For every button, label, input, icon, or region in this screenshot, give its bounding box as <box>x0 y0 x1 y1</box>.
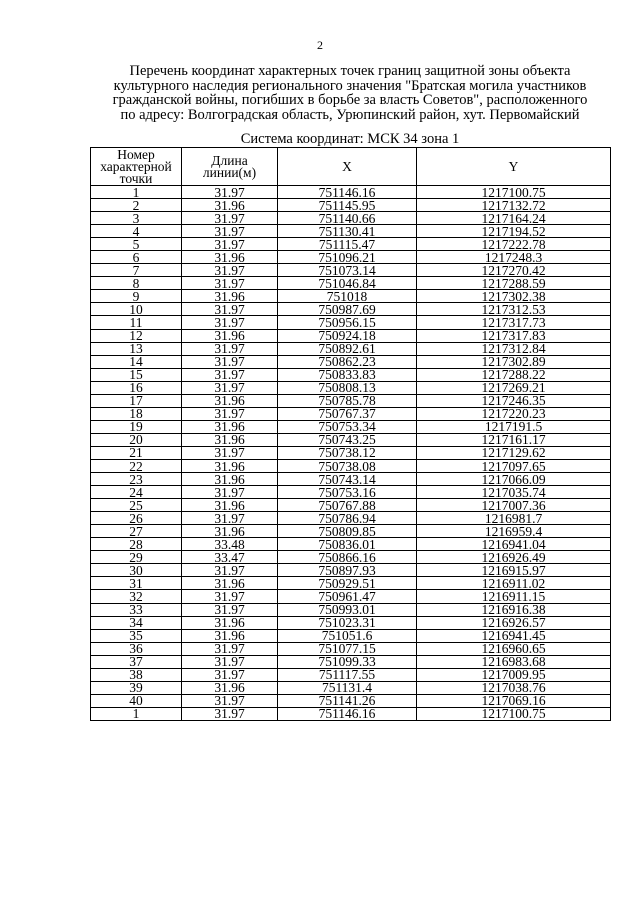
cell-y: 1217302.38 <box>417 290 611 303</box>
cell-line-length: 31.97 <box>182 668 278 681</box>
cell-x: 750866.16 <box>278 551 417 564</box>
cell-y: 1217246.35 <box>417 394 611 407</box>
cell-point-number: 20 <box>91 433 182 446</box>
cell-line-length: 31.96 <box>182 473 278 486</box>
cell-point-number: 39 <box>91 681 182 694</box>
cell-line-length: 31.97 <box>182 342 278 355</box>
cell-line-length: 31.97 <box>182 381 278 394</box>
header-line-length: Длина линии(м) <box>182 148 278 186</box>
table-row <box>91 238 611 251</box>
table-header-row <box>91 148 611 186</box>
cell-point-number: 14 <box>91 355 182 368</box>
cell-point-number: 31 <box>91 577 182 590</box>
cell-point-number: 9 <box>91 290 182 303</box>
cell-y: 1216983.68 <box>417 655 611 668</box>
cell-y: 1217164.24 <box>417 212 611 225</box>
title-line: культурного наследия регионального значения "Братская могила участников <box>113 77 587 94</box>
cell-x: 751145.95 <box>278 199 417 212</box>
cell-line-length: 31.97 <box>182 603 278 616</box>
cell-point-number: 5 <box>91 238 182 251</box>
table-row <box>91 433 611 446</box>
cell-point-number: 3 <box>91 212 182 225</box>
cell-line-length: 31.97 <box>182 264 278 277</box>
cell-line-length: 31.97 <box>182 407 278 420</box>
table-row <box>91 381 611 394</box>
cell-y: 1217007.36 <box>417 499 611 512</box>
table-row <box>91 551 611 564</box>
cell-y: 1217100.75 <box>417 707 611 720</box>
cell-x: 751140.66 <box>278 212 417 225</box>
cell-y: 1216911.02 <box>417 577 611 590</box>
cell-x: 751117.55 <box>278 668 417 681</box>
table-row <box>91 681 611 694</box>
cell-y: 1216926.57 <box>417 616 611 629</box>
cell-line-length: 31.97 <box>182 446 278 459</box>
cell-y: 1216941.45 <box>417 629 611 642</box>
cell-x: 750809.85 <box>278 525 417 538</box>
cell-y: 1217194.52 <box>417 225 611 238</box>
cell-line-length: 31.96 <box>182 199 278 212</box>
cell-x: 750743.25 <box>278 433 417 446</box>
table-row <box>91 303 611 316</box>
cell-x: 750929.51 <box>278 577 417 590</box>
cell-line-length: 33.47 <box>182 551 278 564</box>
table-row <box>91 499 611 512</box>
cell-point-number: 35 <box>91 629 182 642</box>
cell-point-number: 30 <box>91 564 182 577</box>
table-row <box>91 564 611 577</box>
cell-y: 1216941.04 <box>417 538 611 551</box>
table-row <box>91 199 611 212</box>
cell-y: 1217038.76 <box>417 681 611 694</box>
cell-point-number: 40 <box>91 694 182 707</box>
table-caption: Система координат: МСК 34 зона 1 <box>240 131 460 147</box>
cell-y: 1217288.59 <box>417 277 611 290</box>
cell-line-length: 31.96 <box>182 251 278 264</box>
cell-line-length: 31.97 <box>182 694 278 707</box>
cell-x: 750956.15 <box>278 316 417 329</box>
cell-x: 750767.88 <box>278 499 417 512</box>
table-row <box>91 316 611 329</box>
table-row <box>91 329 611 342</box>
cell-point-number: 25 <box>91 499 182 512</box>
cell-y: 1217222.78 <box>417 238 611 251</box>
cell-point-number: 4 <box>91 225 182 238</box>
cell-y: 1217317.73 <box>417 316 611 329</box>
cell-y: 1216926.49 <box>417 551 611 564</box>
table-row <box>91 394 611 407</box>
cell-point-number: 13 <box>91 342 182 355</box>
cell-y: 1217069.16 <box>417 694 611 707</box>
cell-y: 1217312.53 <box>417 303 611 316</box>
table-row <box>91 277 611 290</box>
cell-line-length: 31.96 <box>182 525 278 538</box>
cell-x: 751141.26 <box>278 694 417 707</box>
cell-y: 1216911.15 <box>417 590 611 603</box>
cell-x: 751146.16 <box>278 186 417 199</box>
cell-y: 1216960.65 <box>417 642 611 655</box>
cell-line-length: 31.97 <box>182 238 278 251</box>
cell-y: 1217191.5 <box>417 420 611 433</box>
cell-x: 751051.6 <box>278 629 417 642</box>
table-row <box>91 212 611 225</box>
cell-x: 750753.16 <box>278 486 417 499</box>
cell-y: 1216959.4 <box>417 525 611 538</box>
cell-point-number: 24 <box>91 486 182 499</box>
cell-x: 751018 <box>278 290 417 303</box>
cell-point-number: 19 <box>91 420 182 433</box>
cell-x: 750892.61 <box>278 342 417 355</box>
table-row <box>91 655 611 668</box>
table-row <box>91 486 611 499</box>
cell-line-length: 31.96 <box>182 577 278 590</box>
cell-line-length: 31.96 <box>182 499 278 512</box>
cell-y: 1217288.22 <box>417 368 611 381</box>
cell-y: 1216915.97 <box>417 564 611 577</box>
table-row <box>91 368 611 381</box>
cell-line-length: 33.48 <box>182 538 278 551</box>
cell-line-length: 31.97 <box>182 642 278 655</box>
cell-y: 1217161.17 <box>417 433 611 446</box>
table-row <box>91 264 611 277</box>
cell-y: 1217132.72 <box>417 199 611 212</box>
cell-x: 750833.83 <box>278 368 417 381</box>
cell-x: 751073.14 <box>278 264 417 277</box>
cell-line-length: 31.97 <box>182 564 278 577</box>
cell-line-length: 31.97 <box>182 590 278 603</box>
cell-x: 750862.23 <box>278 355 417 368</box>
cell-point-number: 1 <box>91 186 182 199</box>
cell-y: 1217302.89 <box>417 355 611 368</box>
table-row <box>91 186 611 199</box>
cell-line-length: 31.97 <box>182 512 278 525</box>
cell-y: 1217066.09 <box>417 473 611 486</box>
table-row <box>91 616 611 629</box>
cell-y: 1217100.75 <box>417 186 611 199</box>
table-row <box>91 707 611 720</box>
cell-x: 750786.94 <box>278 512 417 525</box>
cell-line-length: 31.97 <box>182 225 278 238</box>
table-row <box>91 668 611 681</box>
cell-point-number: 11 <box>91 316 182 329</box>
cell-x: 750924.18 <box>278 329 417 342</box>
table-row <box>91 694 611 707</box>
cell-y: 1216916.38 <box>417 603 611 616</box>
table-row <box>91 290 611 303</box>
cell-line-length: 31.96 <box>182 394 278 407</box>
cell-point-number: 6 <box>91 251 182 264</box>
cell-x: 750987.69 <box>278 303 417 316</box>
table-row <box>91 603 611 616</box>
table-row <box>91 525 611 538</box>
table-row <box>91 642 611 655</box>
cell-y: 1217009.95 <box>417 668 611 681</box>
cell-x: 751099.33 <box>278 655 417 668</box>
cell-point-number: 36 <box>91 642 182 655</box>
cell-line-length: 31.97 <box>182 368 278 381</box>
cell-line-length: 31.96 <box>182 681 278 694</box>
cell-y: 1217129.62 <box>417 446 611 459</box>
cell-x: 751077.15 <box>278 642 417 655</box>
table-row <box>91 355 611 368</box>
cell-point-number: 8 <box>91 277 182 290</box>
table-row <box>91 538 611 551</box>
cell-y: 1217312.84 <box>417 342 611 355</box>
cell-x: 751131.4 <box>278 681 417 694</box>
cell-y: 1217269.21 <box>417 381 611 394</box>
cell-point-number: 10 <box>91 303 182 316</box>
cell-x: 750767.37 <box>278 407 417 420</box>
cell-point-number: 1 <box>91 707 182 720</box>
cell-line-length: 31.97 <box>182 355 278 368</box>
cell-point-number: 33 <box>91 603 182 616</box>
cell-point-number: 21 <box>91 446 182 459</box>
cell-x: 751115.47 <box>278 238 417 251</box>
header-y: Y <box>417 148 611 186</box>
cell-line-length: 31.96 <box>182 616 278 629</box>
cell-line-length: 31.97 <box>182 303 278 316</box>
table-row <box>91 459 611 472</box>
cell-line-length: 31.96 <box>182 290 278 303</box>
table-row <box>91 629 611 642</box>
cell-x: 751046.84 <box>278 277 417 290</box>
cell-y: 1217220.23 <box>417 407 611 420</box>
table-row <box>91 473 611 486</box>
table-row <box>91 407 611 420</box>
cell-line-length: 31.96 <box>182 459 278 472</box>
cell-point-number: 12 <box>91 329 182 342</box>
cell-point-number: 22 <box>91 459 182 472</box>
cell-y: 1217248.3 <box>417 251 611 264</box>
cell-x: 750738.08 <box>278 459 417 472</box>
cell-x: 750897.93 <box>278 564 417 577</box>
cell-line-length: 31.96 <box>182 329 278 342</box>
cell-line-length: 31.96 <box>182 420 278 433</box>
cell-line-length: 31.96 <box>182 629 278 642</box>
document-title <box>90 64 610 122</box>
cell-y: 1216981.7 <box>417 512 611 525</box>
cell-x: 750836.01 <box>278 538 417 551</box>
table-row <box>91 251 611 264</box>
title-line: Перечень координат характерных точек границ защитной зоны объекта <box>129 63 571 79</box>
cell-x: 750961.47 <box>278 590 417 603</box>
cell-point-number: 15 <box>91 368 182 381</box>
cell-x: 750743.14 <box>278 473 417 486</box>
cell-point-number: 2 <box>91 199 182 212</box>
coordinates-table <box>90 147 611 721</box>
cell-x: 751023.31 <box>278 616 417 629</box>
cell-y: 1217317.83 <box>417 329 611 342</box>
cell-y: 1217097.65 <box>417 459 611 472</box>
cell-x: 751096.21 <box>278 251 417 264</box>
cell-point-number: 18 <box>91 407 182 420</box>
cell-x: 750993.01 <box>278 603 417 616</box>
cell-line-length: 31.96 <box>182 433 278 446</box>
cell-point-number: 16 <box>91 381 182 394</box>
cell-point-number: 26 <box>91 512 182 525</box>
cell-x: 750753.34 <box>278 420 417 433</box>
cell-point-number: 34 <box>91 616 182 629</box>
cell-point-number: 32 <box>91 590 182 603</box>
cell-x: 750738.12 <box>278 446 417 459</box>
table-body <box>91 186 611 721</box>
table-row <box>91 342 611 355</box>
table-row <box>91 420 611 433</box>
cell-line-length: 31.97 <box>182 186 278 199</box>
table-row <box>91 577 611 590</box>
header-point-number: Номер характерной точки <box>91 148 182 186</box>
cell-point-number: 38 <box>91 668 182 681</box>
cell-x: 751130.41 <box>278 225 417 238</box>
cell-line-length: 31.97 <box>182 707 278 720</box>
cell-y: 1217035.74 <box>417 486 611 499</box>
cell-x: 751146.16 <box>278 707 417 720</box>
table-row <box>91 446 611 459</box>
cell-line-length: 31.97 <box>182 212 278 225</box>
title-line: гражданской войны, погибших в борьбе за власть Советов", расположенного <box>112 92 588 108</box>
cell-y: 1217270.42 <box>417 264 611 277</box>
cell-x: 750785.78 <box>278 394 417 407</box>
cell-line-length: 31.97 <box>182 277 278 290</box>
cell-x: 750808.13 <box>278 381 417 394</box>
cell-point-number: 37 <box>91 655 182 668</box>
cell-line-length: 31.97 <box>182 316 278 329</box>
cell-point-number: 7 <box>91 264 182 277</box>
table-row <box>91 225 611 238</box>
cell-point-number: 17 <box>91 394 182 407</box>
title-line: по адресу: Волгоградская область, Урюпинский район, хут. Первомайский <box>120 106 580 123</box>
table-row <box>91 590 611 603</box>
header-x: X <box>278 148 417 186</box>
cell-point-number: 23 <box>91 473 182 486</box>
page-number: 2 <box>317 38 323 52</box>
cell-point-number: 28 <box>91 538 182 551</box>
cell-line-length: 31.97 <box>182 486 278 499</box>
cell-point-number: 27 <box>91 525 182 538</box>
cell-point-number: 29 <box>91 551 182 564</box>
cell-line-length: 31.97 <box>182 655 278 668</box>
table-row <box>91 512 611 525</box>
